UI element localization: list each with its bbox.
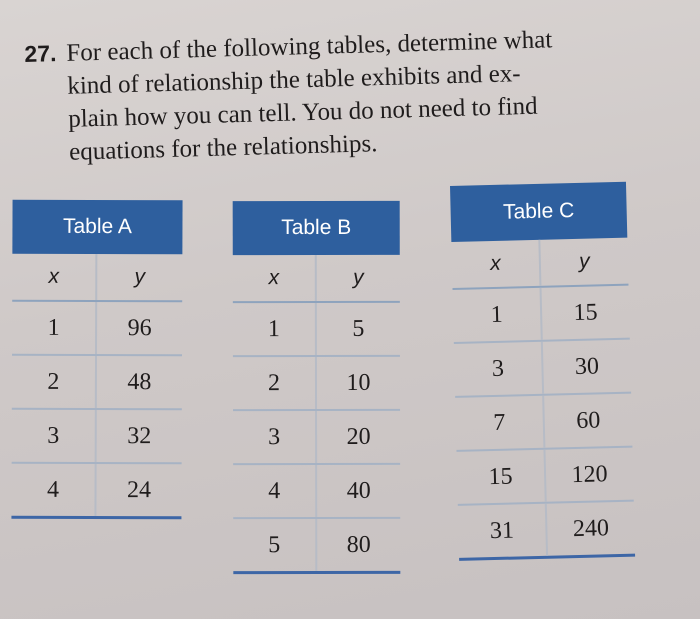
x-cell: 5: [233, 519, 317, 571]
x-cell: 31: [458, 504, 548, 558]
y-cell: 20: [346, 423, 371, 450]
table-row: [11, 464, 181, 520]
y-cell: 120: [571, 461, 608, 489]
table-row: [12, 302, 182, 357]
table-c-title: Table C: [450, 182, 627, 242]
y-cell: 30: [574, 353, 600, 380]
y-cell: 240: [572, 515, 610, 543]
y-header: y: [578, 249, 590, 273]
problem-line-3: plain how you can tell. You do not need to find: [67, 92, 538, 133]
table-a: [11, 200, 182, 520]
table-row: [458, 502, 635, 561]
table-b-column-headers: [233, 255, 400, 303]
table-row: [455, 394, 632, 452]
x-header: x: [451, 240, 541, 288]
x-cell: 1: [453, 288, 543, 342]
x-cell: 15: [456, 450, 546, 504]
y-cell: 40: [346, 477, 371, 504]
x-cell: 4: [233, 465, 317, 517]
table-row: [456, 448, 633, 506]
table-a-title: Table A: [12, 200, 182, 255]
x-cell: 3: [233, 411, 317, 463]
table-b: [233, 201, 401, 574]
x-header: x: [12, 254, 97, 300]
y-cell: 48: [127, 369, 152, 396]
table-c: [450, 182, 635, 561]
table-row: [233, 303, 400, 357]
x-cell: 2: [233, 357, 317, 409]
x-cell: 2: [12, 356, 97, 408]
problem-number: 27.: [24, 40, 57, 67]
y-cell: 32: [127, 423, 152, 450]
table-row: [453, 286, 630, 344]
y-header: y: [134, 265, 146, 289]
y-cell: 15: [573, 299, 598, 327]
table-c-column-headers: [451, 238, 628, 290]
x-cell: 3: [12, 410, 97, 462]
x-header: x: [233, 255, 317, 301]
y-cell: 10: [346, 369, 371, 396]
table-b-title: Table B: [233, 201, 400, 255]
y-cell: 24: [126, 477, 152, 504]
y-cell: 96: [127, 315, 152, 342]
table-row: [233, 357, 400, 411]
problem-line-4: equations for the relationships.: [68, 130, 378, 166]
y-cell: 80: [346, 531, 371, 558]
table-row: [233, 465, 400, 519]
problem-line-1: For each of the following tables, determine what: [66, 26, 553, 67]
x-cell: 4: [11, 464, 96, 516]
x-cell: 1: [12, 302, 97, 354]
y-cell: 5: [352, 315, 365, 342]
table-a-column-headers: [12, 254, 182, 303]
x-cell: 7: [455, 396, 545, 450]
problem-line-2: kind of relationship the table exhibits and ex-: [66, 60, 521, 100]
table-row: [454, 340, 631, 398]
y-header: y: [353, 265, 364, 289]
table-row: [12, 356, 182, 411]
table-row: [233, 519, 400, 574]
problem-statement: [24, 21, 647, 170]
table-row: [233, 411, 400, 465]
y-cell: 60: [575, 407, 601, 434]
x-cell: 3: [454, 342, 544, 396]
table-row: [12, 410, 182, 465]
x-cell: 1: [233, 303, 317, 355]
